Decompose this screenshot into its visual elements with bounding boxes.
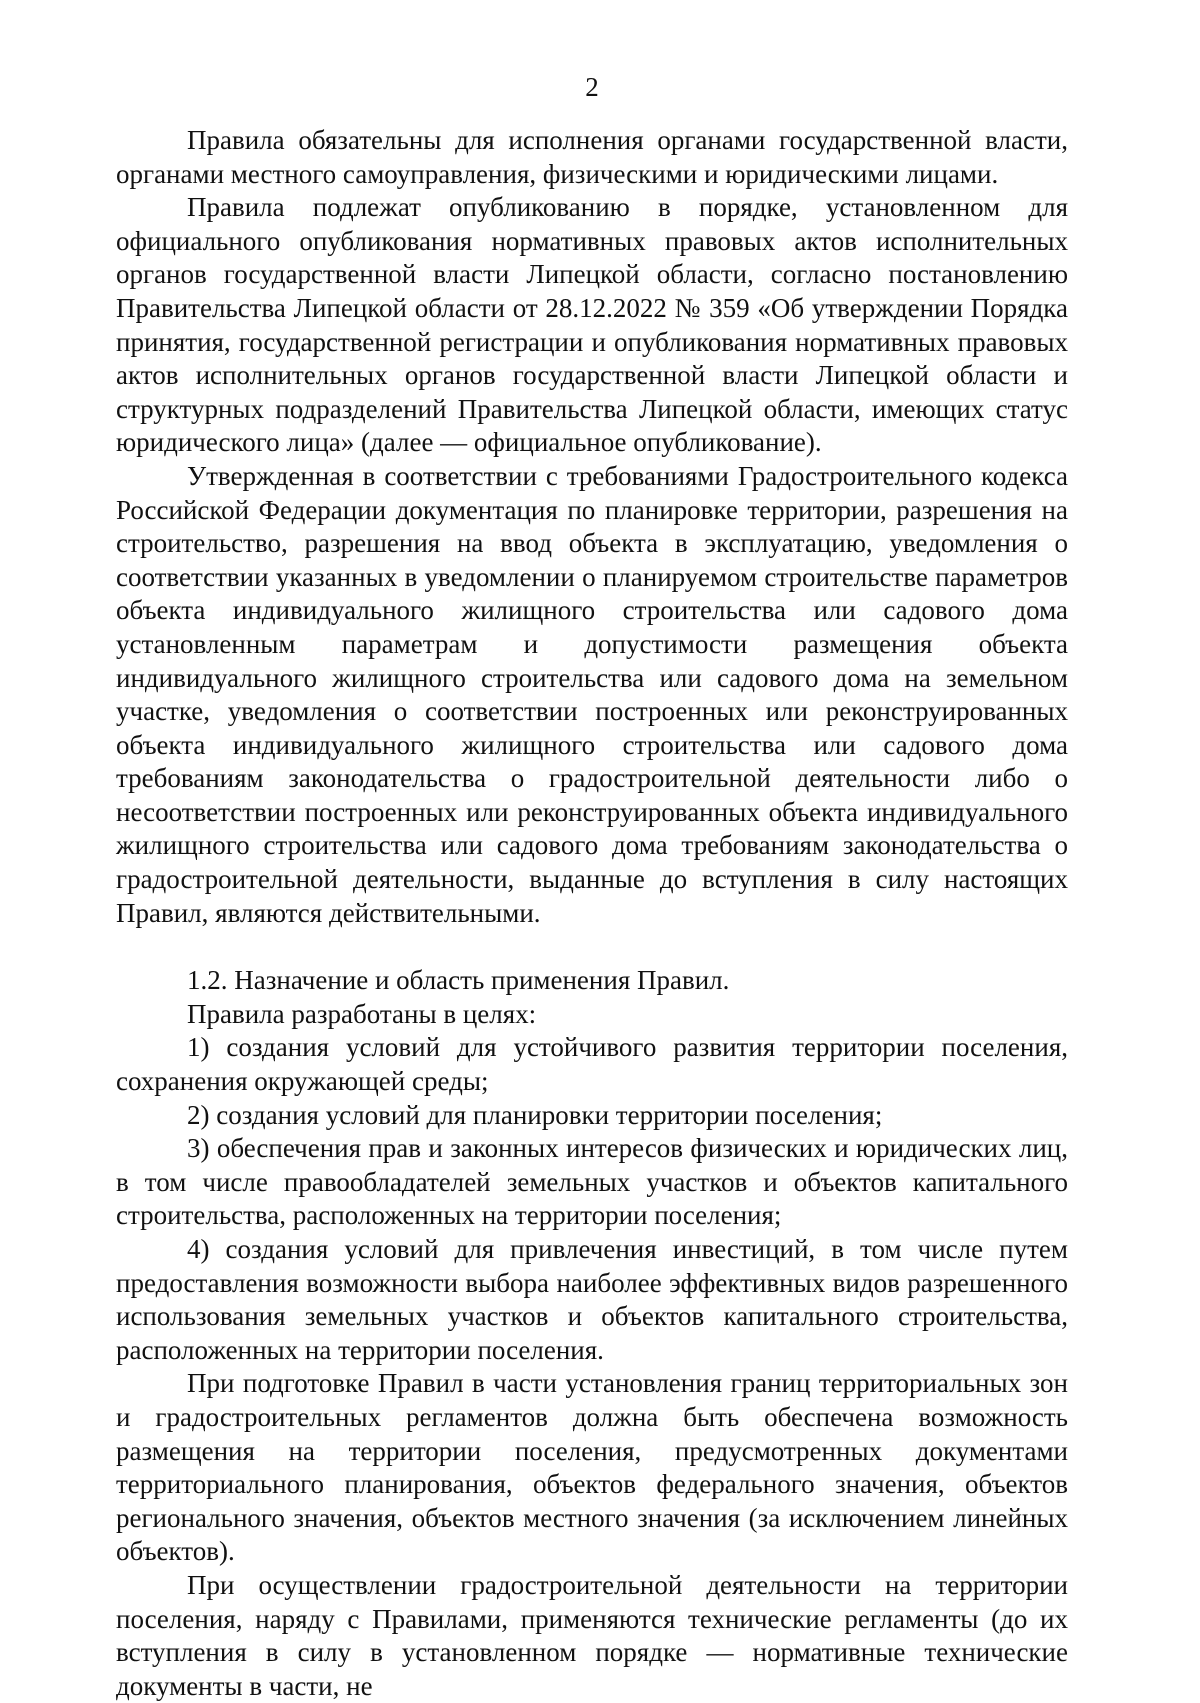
list-item: 3) обеспечения прав и законных интересов физических и юридических лиц, в том числе правообладателей земельных участков и объектов капитального строительства, расположенных на территории поселения;: [116, 1133, 1068, 1231]
section-gap: [116, 930, 1068, 964]
paragraph-approved-documentation: Утвержденная в соответствии с требованиями Градостроительного кодекса Российской Федерации документация по планировке территории, разрешения на строительство, разрешения на ввод объекта в эксплуатацию, уведомления о соответствии указанных в уведомлении о планируемом строительстве параметров объекта индивидуального жилищного строительства или садового дома установленным параметрам и допустимости размещения объекта индивидуального жилищного строительства или садового дома на земельном участке, уведомления о соответствии построенных или реконструированных объекта индивидуального жилищного строительства или садового дома требованиям законодательства о градостроительной деятельности либо о несоответствии построенных или реконструированных объекта индивидуального жилищного строительства или садового дома требованиям законодательства о градостроительной деятельности, выданные до вступления в силу настоящих Правил, являются действительными.: [116, 460, 1068, 928]
page-number: 2: [585, 72, 599, 102]
paragraph-rules-mandatory: Правила обязательны для исполнения органами государственной власти, органами местного самоуправления, физическими и юридическими лицами.: [116, 125, 1068, 189]
section-intro: Правила разработаны в целях:: [187, 998, 537, 1029]
paragraph-technical-regulations: При осуществлении градостроительной деятельности на территории поселения, наряду с Правилами, применяются технические регламенты (до их вступления в силу в установленном порядке — нормативные технические документы в части, не: [116, 1569, 1068, 1701]
section-heading: 1.2. Назначение и область применения Правил.: [187, 965, 730, 996]
paragraph-territorial-zones: При подготовке Правил в части установления границ территориальных зон и градостроительных регламентов должна быть обеспечена возможность размещения на территории поселения, предусмотренных документами территориального планирования, объектов федерального значения, объектов регионального значения, объектов местного значения (за исключением линейных объектов).: [116, 1368, 1068, 1567]
paragraph-rules-publication: Правила подлежат опубликованию в порядке, установленном для официального опубликования нормативных правовых актов исполнительных органов государственной власти Липецкой области, согласно постановлению Правительства Липецкой области от 28.12.2022 № 359 «Об утверждении Порядка принятия, государственной регистрации и опубликования нормативных правовых актов исполнительных органов государственной власти Липецкой области и структурных подразделений Правительства Липецкой области, имеющих статус юридического лица» (далее — официальное опубликование).: [116, 192, 1068, 458]
document-page: [116, 70, 1068, 1703]
list-item: 4) создания условий для привлечения инвестиций, в том числе путем предоставления возможности выбора наиболее эффективных видов разрешенного использования земельных участков и объектов капитального строительства, расположенных на территории поселения.: [116, 1234, 1068, 1365]
list-item: 2) создания условий для планировки территории поселения;: [187, 1099, 883, 1130]
list-item: 1) создания условий для устойчивого развития территории поселения, сохранения окружающей среды;: [116, 1032, 1068, 1097]
